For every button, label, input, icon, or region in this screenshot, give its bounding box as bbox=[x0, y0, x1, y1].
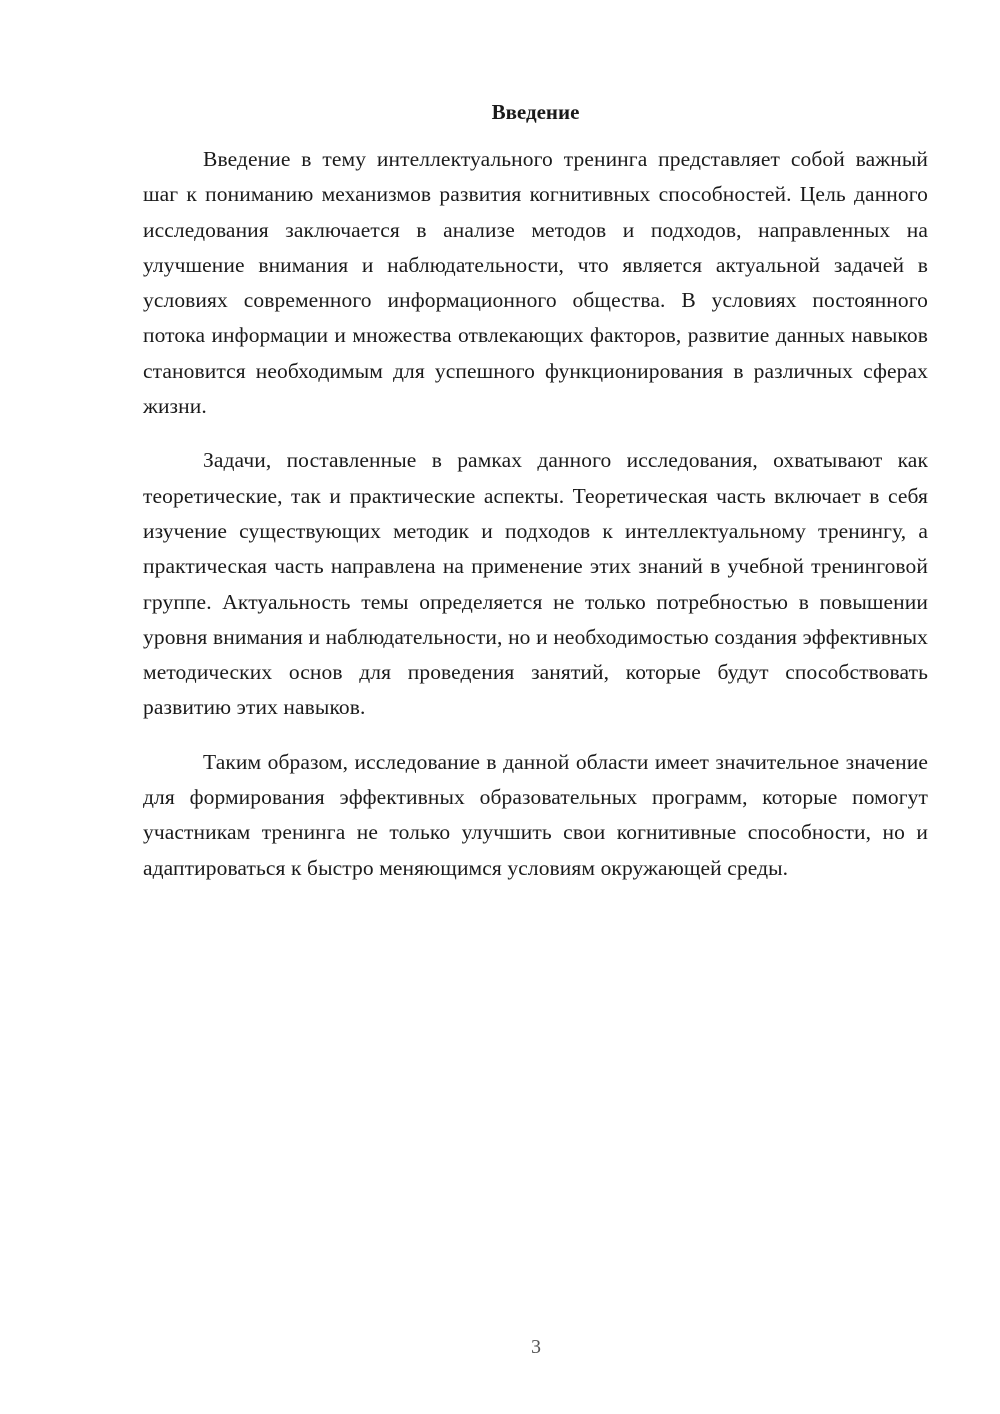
paragraph-tasks: Задачи, поставленные в рамках данного исследования, охватывают как теоретические, так и практические аспекты. Теоретическая часть включает в себя изучение существующих методик и подходов к интеллектуальному тренингу, а практическая часть направлена на применение этих знаний в учебной тренинговой группе. Актуальность темы определяется не только потребностью в повышении уровня внимания и наблюдательности, но и необходимостью создания эффективных методических основ для проведения занятий, которые будут способствовать развитию этих навыков. bbox=[143, 448, 928, 720]
page-number: 3 bbox=[531, 1336, 541, 1358]
section-heading: Введение bbox=[491, 100, 580, 124]
paragraph-intro: Введение в тему интеллектуального тренинга представляет собой важный шаг к пониманию механизмов развития когнитивных способностей. Цель данного исследования заключается в анализе методов и подходов, направленных на улучшение внимания и наблюдательности, что является актуальной задачей в условиях современного информационного общества. В условиях постоянного потока информации и множества отвлекающих факторов, развитие данных навыков становится необходимым для успешного функционирования в различных сферах жизни. bbox=[143, 147, 928, 419]
paragraph-conclusion: Таким образом, исследование в данной области имеет значительное значение для формирования эффективных образовательных программ, которые помогут участникам тренинга не только улучшить свои когнитивные способности, но и адаптироваться к быстро меняющимся условиям окружающей среды. bbox=[143, 749, 928, 880]
body-text bbox=[143, 142, 928, 886]
